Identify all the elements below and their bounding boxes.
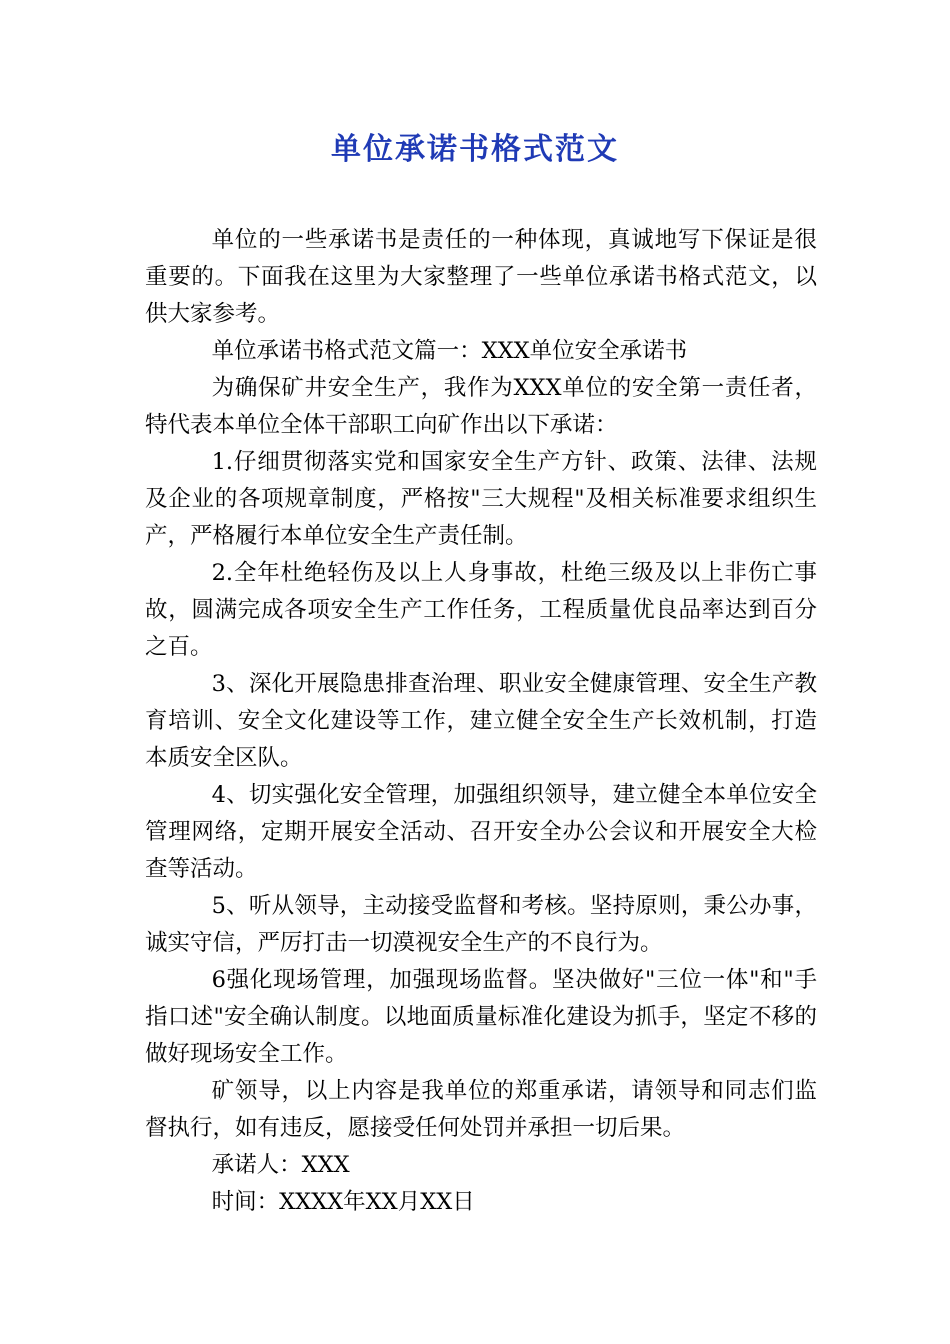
paragraph-item-1: 1.仔细贯彻落实党和国家安全生产方针、政策、法律、法规及企业的各项规章制度，严格按"三大规程"及相关标准要求组织生产，严格履行本单位安全生产责任制。 <box>145 449 817 549</box>
document-title: 单位承诺书格式范文 <box>331 132 619 167</box>
paragraph-item-3: 3、深化开展隐患排查治理、职业安全健康管理、安全生产教育培训、安全文化建设等工作，建立健全安全生产长效机制，打造本质安全区队。 <box>145 671 817 771</box>
paragraph-item-2: 2.全年杜绝轻伤及以上人身事故，杜绝三级及以上非伤亡事故，圆满完成各项安全生产工作任务，工程质量优良品率达到百分之百。 <box>145 560 817 660</box>
paragraph-item-6: 6强化现场管理，加强现场监督。坚决做好"三位一体"和"手指口述"安全确认制度。以地面质量标准化建设为抓手，坚定不移的做好现场安全工作。 <box>145 967 817 1067</box>
document-body <box>145 222 817 1221</box>
paragraph-preamble: 为确保矿井安全生产，我作为XXX单位的安全第一责任者，特代表本单位全体干部职工向矿作出以下承诺： <box>145 375 817 438</box>
paragraph-intro: 单位的一些承诺书是责任的一种体现，真诚地写下保证是很重要的。下面我在这里为大家整理了一些单位承诺书格式范文，以供大家参考。 <box>145 227 817 327</box>
paragraph-heading-1: 单位承诺书格式范文篇一：XXX单位安全承诺书 <box>211 338 688 364</box>
paragraph-date: 时间：XXXX年XX月XX日 <box>211 1189 475 1215</box>
paragraph-item-5: 5、听从领导，主动接受监督和考核。坚持原则，秉公办事，诚实守信，严厉打击一切漠视安全生产的不良行为。 <box>145 893 817 956</box>
paragraph-signatory: 承诺人：XXX <box>211 1152 350 1178</box>
paragraph-closing: 矿领导，以上内容是我单位的郑重承诺，请领导和同志们监督执行，如有违反，愿接受任何处罚并承担一切后果。 <box>145 1078 817 1141</box>
paragraph-item-4: 4、切实强化安全管理，加强组织领导，建立健全本单位安全管理网络，定期开展安全活动、召开安全办公会议和开展安全大检查等活动。 <box>145 782 817 882</box>
